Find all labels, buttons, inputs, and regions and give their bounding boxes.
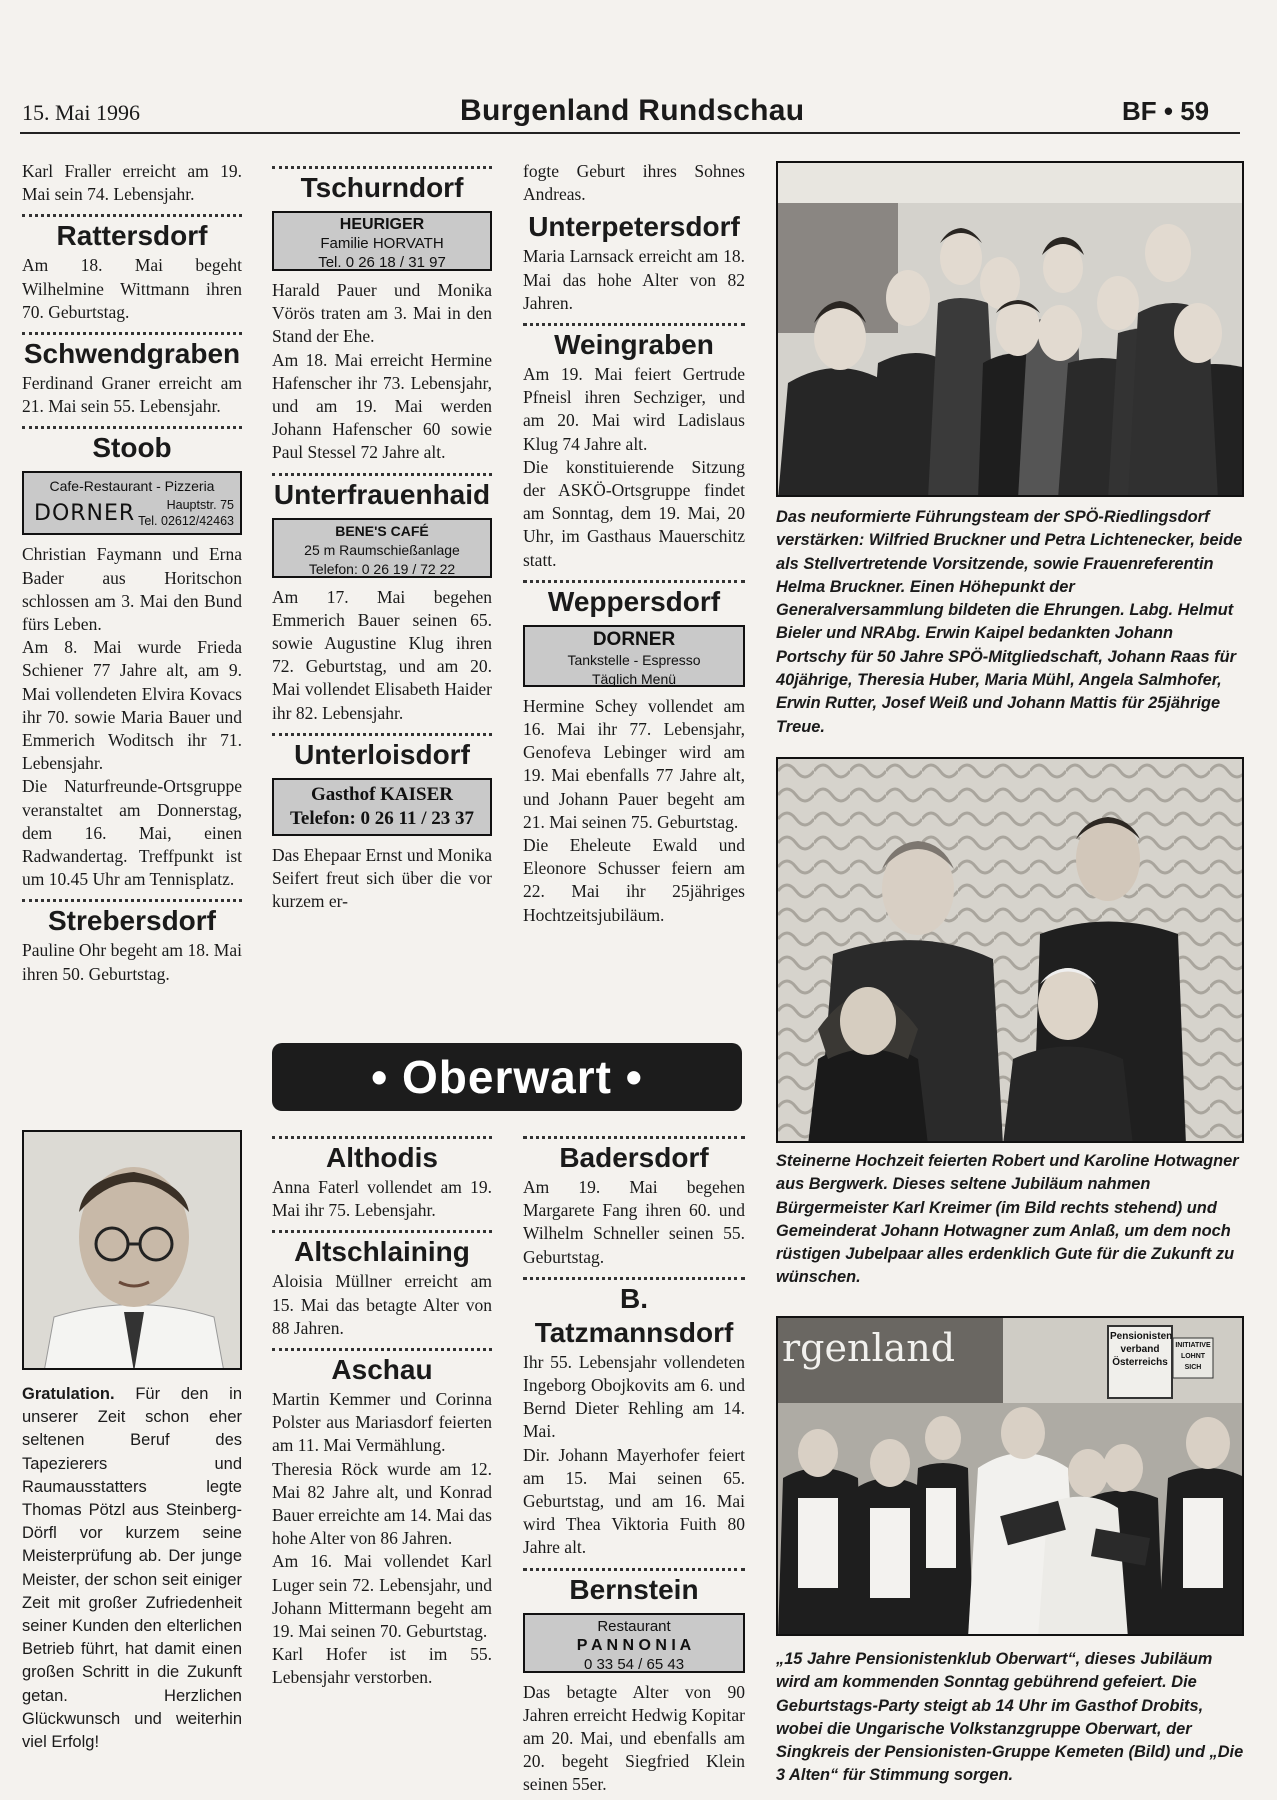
ad-line: Gasthof KAISER [311,783,453,805]
article-text: Am 18. Mai erreicht Hermine Hafenscher ihr 73. Lebensjahr, und am 19. Mai werden Johann Hafenscher 60 sowie Paul Stessel 72 Jahre alt. [272,349,492,463]
ad-address: Hauptstr. 75 [166,498,234,513]
town-heading-weingraben: Weingraben [554,329,714,361]
article-text: Theresia Röck wurde am 12. Mai 82 Jahre alt, und Konrad Bauer erreichte am 14. Mai das hohe Alter von 86 Jahren. [272,1458,492,1549]
article-text: Christian Faymann und Erna Bader aus Horitschon schlossen am 3. Mai den Bund fürs Leben. [22,544,242,635]
article-text: Am 18. Mai begeht Wilhelmine Wittmann ihren 70. Geburtstag. [22,255,242,322]
dotted-divider [272,166,492,169]
town-heading-unterloisdorf: Unterloisdorf [294,738,470,770]
caption-photo1: Das neuformierte Führungsteam der SPÖ-Riedlingsdorf verstärken: Wilfried Bruckner und Petra Lichtenecker, beide als Stellvertretende Vorsitzende, sowie Frauenreferentin Helma Bruckner. Einen Höhepunkt der Generalversammlung bildeten die Ehrungen. Labg. Helmut Bieler und NRAbg. Erwin Kaipel bedankten Johann Portschy für 50 Jahre SPÖ-Mitgliedschaft, Johann Raas für 40jährige, Theresia Huber, Maria Mühl, Angela Salmhofer, Erwin Rutter, Josef Weiß und Johann Mattis für 25jährige Treue. [776,508,1243,736]
column-3 [523,160,745,927]
town-heading-stoob: Stoob [92,432,172,464]
ad-line: Täglich Menü [591,670,677,687]
town-heading-tatzmannsdorf: B. Tatzmannsdorf [534,1282,734,1348]
ad-line: DORNER [592,628,676,650]
town-heading-unterfrauenhaid: Unterfrauenhaid [273,478,491,510]
town-heading-weppersdorf: Weppersdorf [547,585,721,617]
ad-heuriger-horvath [272,211,492,271]
article-text: Am 8. Mai wurde Frieda Schiener 77 Jahre alt, am 9. Mai vollendeten Elvira Kovacs ihr 70. sowie Maria Bauer und Emmerich Woditsch ihr 71. Lebensjahr. [22,637,242,774]
article-text: fogte Geburt ihres Sohnes Andreas. [523,161,745,205]
ad-dorner-pizzeria [22,471,242,535]
dotted-divider [22,426,242,429]
ad-line: 25 m Raumschießanlage [304,541,460,558]
article-text: Dir. Johann Mayerhofer feiert am 15. Mai seinen 65. Geburtstag, und am 16. Mai wird Thea Viktoria Fuith 80 Jahre alt. [523,1444,745,1558]
article-text: Am 19. Mai feiert Gertrude Pfneisl ihren Sechziger, und am 20. Mai wird Ladislaus Klug 74 Jahre alt. [523,364,745,454]
ad-benes-cafe [272,518,492,578]
dotted-divider [523,1568,745,1571]
article-text: Harald Pauer und Monika Vörös traten am 3. Mai in den Stand der Ehe. [272,280,492,347]
ad-line: Tel. 0 26 18 / 31 97 [318,254,446,271]
ad-line: BENE'S CAFÉ [335,522,429,539]
caption-photo2: Steinerne Hochzeit feierten Robert und Karoline Hotwagner aus Bergwerk. Dieses seltene Jubiläum nahmen Bürgermeister Karl Kreimer (im Bild rechts stehend) und Gemeinderat Johann Hotwagner zum Anlaß, um dem noch rüstigen Jubelpaar alles erdenklich Gute für die Zukunft zu wünschen. [776,1152,1239,1287]
dotted-divider [272,1136,492,1139]
ad-line: Restaurant [597,1617,671,1635]
town-heading-bernstein: Bernstein [569,1573,699,1605]
article-text: Aloisia Müllner erreicht am 15. Mai das betagte Alter von 88 Jahren. [272,1271,492,1338]
ad-line: Familie HORVATH [320,235,444,252]
newspaper-title: Burgenland Rundschau [460,94,805,127]
gratulation-body: Für den in unserer Zeit schon eher seltenen Beruf des Tapezierers und Raumausstatters legte Thomas Pötzl aus Steinberg-Dörfl vor kurzem seine Meisterprüfung ab. Der junge Meister, der schon seit einiger Zeit mit großer Zufriedenheit seiner Kunden den elterlichen Betrieb führt, hat damit einen großen Schritt in die Zukunft getan. Herzlichen Glückwunsch und weiterhin viel Erfolg! [22,1385,242,1752]
article-text: Karl Hofer ist im 55. Lebensjahr verstorben. [272,1644,492,1688]
article-text: Das Ehepaar Ernst und Monika Seifert freut sich über die vor kurzem er- [272,844,492,912]
ad-line: Cafe-Restaurant - Pizzeria [49,478,215,495]
article-text: Am 16. Mai vollendet Karl Luger sein 72. Lebensjahr, und Johann Mittermann begeht am 19. Mai seinen 70. Geburtstag. [272,1551,492,1642]
article-text: Pauline Ohr begeht am 18. Mai ihren 50. Geburtstag. [22,940,242,984]
dotted-divider [22,214,242,217]
article-text: Die Eheleute Ewald und Eleonore Schusser feiern am 22. Mai ihr 25jähriges Hochtzeitsjubiläum. [523,835,745,925]
portrait-photo [22,1130,242,1370]
dotted-divider [272,733,492,736]
ad-line: 0 33 54 / 65 43 [583,1655,685,1673]
ad-line: P A N N O N I A [576,1636,692,1654]
article-text: Die konstituierende Sitzung der ASKÖ-Ortsgruppe findet am Sonntag, dem 19. Mai, 20 Uhr, im Gasthaus Mauerschitz statt. [523,456,745,570]
dotted-divider [523,580,745,583]
dotted-divider [272,1230,492,1233]
column-1 [22,160,242,986]
photo-pensioners-choir [776,1316,1244,1636]
ad-line: Tankstelle - Espresso [567,651,701,668]
dotted-divider [272,473,492,476]
article-text: Das betagte Alter von 90 Jahren erreicht Hedwig Kopitar am 20. Mai, und ebenfalls am 20. begeht Siegfried Klein seinen 55er. [523,1681,745,1795]
article-text: Martin Kemmer und Corinna Polster aus Mariasdorf feierten am 11. Mai Vermählung. [272,1389,492,1456]
photo-sign-panel [1110,1330,1173,1369]
ad-logo: DORNER [34,501,136,527]
stone-wedding-photo-svg [778,759,1244,1143]
article-text: Am 17. Mai begehen Emmerich Bauer seinen 65. sowie Augustine Klug ihren 72. Geburtstag, und am 20. Mai vollendet Elisabeth Haider ihr 82. Lebensjahr. [272,586,492,723]
ad-dorner-tankstelle [523,625,745,687]
header-rule [20,132,1240,134]
town-heading-unterpetersdorf: Unterpetersdorf [528,211,740,243]
article-text: Hermine Schey vollendet am 16. Mai ihr 77. Lebensjahr, Genofeva Lebinger wird am 19. Mai ebenfalls 77 Jahre alt, und Johann Pauer begeht am 21. Mai seinen 75. Geburtstag. [523,695,745,832]
dotted-divider [523,1277,745,1280]
town-heading-altschlaining: Altschlaining [294,1236,470,1268]
photo-sign-line: SICH [1184,1364,1202,1371]
photo-sign-line: Österreichs [1112,1357,1168,1368]
ad-restaurant-pannonia [523,1613,745,1673]
ad-line: HEURIGER [339,216,425,233]
photo-sign-text: rgenland [782,1326,956,1370]
photo-sign-line: INITIATIVE [1175,1342,1211,1349]
group-photo-svg [778,163,1244,497]
article-text: Maria Larnsack erreicht am 18. Mai das hohe Alter von 82 Jahren. [523,246,745,313]
town-heading-tschurndorf: Tschurndorf [300,172,464,203]
photo-sign-line: verband [1120,1344,1160,1355]
issue-date: 15. Mai 1996 [22,100,140,125]
town-heading-schwendgraben: Schwendgraben [23,338,241,370]
article-text: Anna Faterl vollendet am 19. Mai ihr 75. Lebensjahr. [272,1177,492,1221]
caption-photo3: „15 Jahre Pensionistenklub Oberwart“, dieses Jubiläum wird am kommenden Sonntag gebührend gefeiert. Die Geburtstags-Party steigt ab 14 Uhr im Gasthof Drobits, wobei die Ungarische Volkstanzgruppe Oberwart, der Singkreis der Pensionisten-Gruppe Kemeten (Bild) und „Die 3 Alten“ für Stimmung sorgen. [776,1650,1244,1785]
article-text: Ferdinand Graner erreicht am 21. Mai sein 55. Lebensjahr. [22,373,242,417]
town-heading-aschau: Aschau [331,1354,433,1386]
article-text: Ihr 55. Lebensjahr vollendeten Ingeborg Obojkovits am 6. und Bernd Dieter Rehling am 14. Mai. [523,1351,745,1442]
photo-stone-wedding [776,757,1244,1143]
photo-sign-line: Pensionisten [1110,1331,1173,1342]
photo-sign-tag [1175,1340,1211,1373]
column-2-lower [272,1128,492,1690]
portrait-photo-svg [24,1132,242,1370]
group-photo-spoe [776,161,1244,497]
column-2 [272,160,492,913]
ad-line: Telefon: 0 26 19 / 72 22 [308,560,456,577]
town-heading-rattersdorf: Rattersdorf [56,220,208,252]
dotted-divider [523,1136,745,1139]
ad-gasthof-kaiser [272,778,492,836]
article-text: Karl Fraller erreicht am 19. Mai sein 74. Lebensjahr. [22,161,242,205]
town-heading-althodis: Althodis [326,1142,438,1173]
gratulation-text [22,1383,242,1754]
gratulation-lead: Gratulation. [22,1385,115,1403]
section-banner-oberwart: • Oberwart • [272,1043,742,1111]
column-3-lower [523,1128,745,1797]
photo-sign-line: LOHNT [1180,1353,1206,1360]
dotted-divider [523,323,745,326]
town-heading-badersdorf: Badersdorf [559,1142,709,1173]
gratulation-article [22,1383,242,1754]
ad-phone: Tel. 02612/42463 [138,514,234,529]
ad-line: Telefon: 0 26 11 / 23 37 [289,807,475,829]
article-text: Am 19. Mai begehen Margarete Fang ihren 60. und Wilhelm Schneller seinen 55. Geburtstag. [523,1177,745,1267]
dotted-divider [22,899,242,902]
dotted-divider [272,1348,492,1351]
town-heading-strebersdorf: Strebersdorf [47,905,217,937]
dotted-divider [22,332,242,335]
article-text: Die Naturfreunde-Ortsgruppe veranstaltet am Donnerstag, dem 16. Mai, einen Radwandertag. Treffpunkt ist um 10.45 Uhr am Tennisplatz. [22,776,242,890]
page-number: BF • 59 [1122,96,1210,126]
